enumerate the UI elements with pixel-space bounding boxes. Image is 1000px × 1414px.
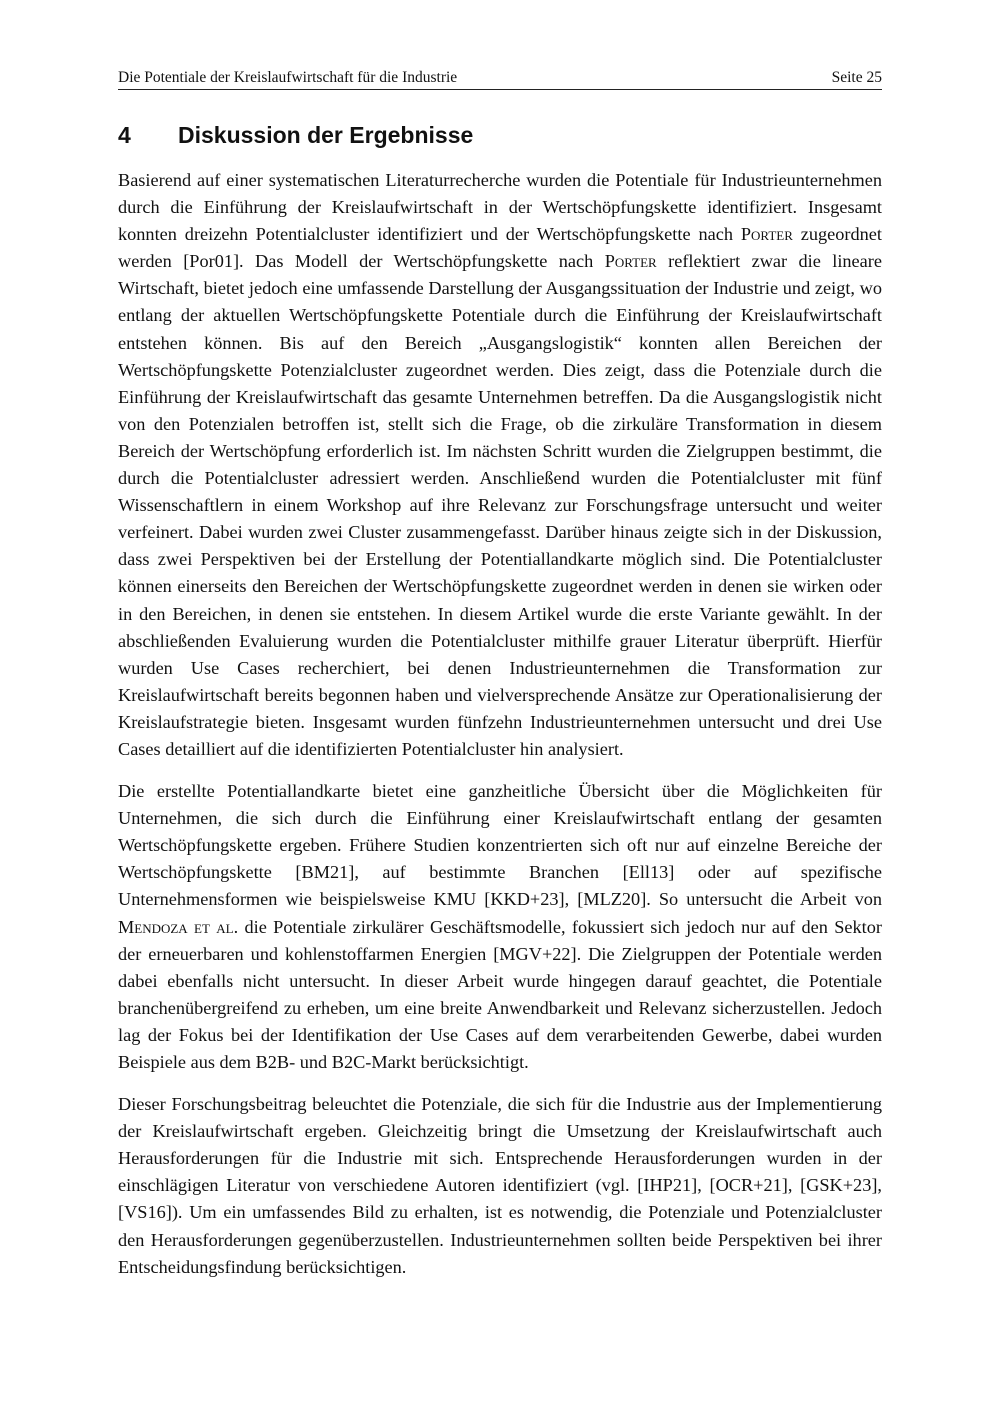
author-name-porter: Porter [604, 251, 657, 272]
paragraph-2 [118, 778, 882, 1076]
paragraph-2-text-b: die Potentiale zirkulärer Geschäftsmodelle, fokussiert sich jedoch nur auf den Sektor der erneuerbaren und kohlenstoffarmen Energien [MGV+22]. Die Zielgruppen der Potentiale werden dabei ebenfalls nicht untersucht. In dieser Arbeit wurde hingegen darauf geachtet, die Potentiale branchenübergreifend zu erheben, um eine breite Anwendbarkeit und Relevanz sicherzustellen. Jedoch lag der Fokus bei der Identifikation der Use Cases auf dem verarbeitenden Gewerbe, dabei wurden Beispiele aus dem B2B- und B2C-Markt berücksichtigt. [118, 916, 882, 1072]
paragraph-3-text: Dieser Forschungsbeitrag beleuchtet die Potenziale, die sich für die Industrie aus der Implementierung der Kreislaufwirtschaft ergeben. Gleichzeitig bringt die Umsetzung der Kreislaufwirtschaft auch Herausforderungen für die Industrie mit sich. Entsprechende Herausforderungen wurden in der einschlägigen Literatur von verschiedene Autoren identifiziert (vgl. [IHP21], [OCR+21], [GSK+23], [VS16]). Um ein umfassendes Bild zu erhalten, ist es notwendig, die Potenziale und Potenzialcluster den Herausforderungen gegenüberzustellen. Industrieunternehmen sollten beide Perspektiven bei ihrer Entscheidungsfindung berücksichtigen. [118, 1094, 882, 1277]
section-heading [118, 118, 882, 152]
paragraph-1-text-a: Basierend auf einer systematischen Literaturrecherche wurden die Potentiale für Industrieunternehmen durch die Einführung der Kreislaufwirtschaft in der Wertschöpfungskette identifiziert. Insgesamt konnten dreizehn Potentialcluster identifiziert und der Wertschöpfungskette nach [118, 170, 882, 245]
page-number: Seite 25 [831, 69, 882, 86]
author-name-porter: Porter [740, 224, 793, 245]
paragraph-1 [118, 167, 882, 763]
paragraph-1-text-c: reflektiert zwar die lineare Wirtschaft, bietet jedoch eine umfassende Darstellung der Ausgangssituation der Industrie und zeigt, wo entlang der aktuellen Wertschöpfungskette Potentiale durch die Einführung der Kreislaufwirtschaft entstehen können. Bis auf den Bereich „Ausgangslogistik“ konnten allen Bereichen der Wertschöpfungskette Potenzialcluster zugeordnet werden. Dies zeigt, dass die Potenziale durch die Einführung der Kreislaufwirtschaft das gesamte Unternehmen betreffen. Da die Ausgangslogistik nicht von den Potenzialen betroffen ist, stellt sich die Frage, ob die zirkuläre Transformation in diesem Bereich der Wertschöpfung erforderlich ist. Im nächsten Schritt wurden die Zielgruppen bestimmt, die durch die Potentialcluster adressiert werden. Anschließend wurden die Potentialcluster mit fünf Wissenschaftlern in einem Workshop auf ihre Relevanz zur Forschungsfrage untersucht und weiter verfeinert. Dabei wurden zwei Cluster zusammengefasst. Darüber hinaus zeigte sich in der Diskussion, dass zwei Perspektiven bei der Erstellung der Potentiallandkarte möglich sind. Die Potentialcluster können einerseits den Bereichen der Wertschöpfungskette zugeordnet werden in denen sie wirken oder in den Bereichen, in denen sie entstehen. In diesem Artikel wurde die erste Variante gewählt. In der abschließenden Evaluierung wurden die Potentialcluster mithilfe grauer Literatur überprüft. Hierfür wurden Use Cases recherchiert, bei denen Industrieunternehmen die Transformation zur Kreislaufwirtschaft bereits begonnen haben und vielversprechende Ansätze zur Operationalisierung der Kreislaufstrategie bieten. Insgesamt wurden fünfzehn Industrieunternehmen untersucht und drei Use Cases detailliert auf die identifizierten Potentialcluster hin analysiert. [118, 251, 882, 759]
paragraph-1-text-b: zugeordnet werden [Por01]. Das Modell der Wertschöpfungskette nach [118, 224, 882, 272]
running-title: Die Potentiale der Kreislaufwirtschaft für die Industrie [118, 69, 458, 86]
body-text [118, 167, 882, 1296]
section-title: Diskussion der Ergebnisse [178, 122, 474, 148]
author-name-mendoza: Mendoza et al. [118, 916, 239, 937]
running-header [118, 64, 882, 90]
paragraph-3 [118, 1091, 882, 1281]
paragraph-2-text-a: Die erstellte Potentiallandkarte bietet eine ganzheitliche Übersicht über die Möglichkeiten für Unternehmen, die sich durch die Einführung einer Kreislaufwirtschaft entlang der gesamten Wertschöpfungskette ergeben. Frühere Studien konzentrierten sich oft nur auf einzelne Bereiche der Wertschöpfungskette [BM21], auf bestimmte Branchen [Ell13] oder auf spezifische Unternehmensformen wie beispielsweise KMU [KKD+23], [MLZ20]. So untersucht die Arbeit von [118, 781, 882, 910]
section-number: 4 [118, 122, 131, 148]
